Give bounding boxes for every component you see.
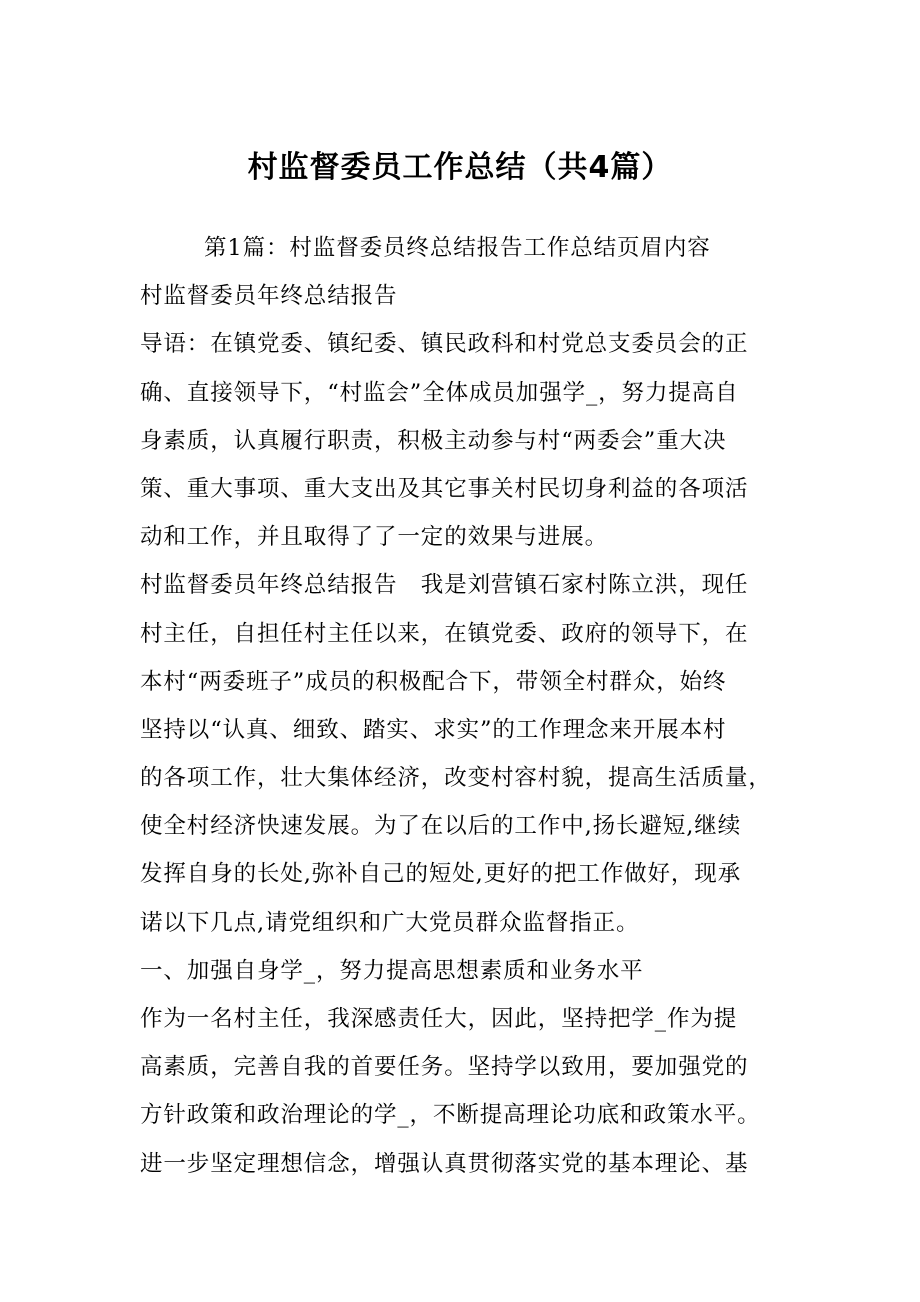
- document-title: 村监督委员工作总结（共4篇）: [247, 150, 673, 185]
- paragraph-line: 导语：在镇党委、镇纪委、镇民政科和村党总支委员会的正: [140, 331, 749, 358]
- paragraph-line: 村监督委员年终总结报告 我是刘营镇石家村陈立洪，现任: [140, 572, 749, 599]
- chapter-heading: 第1篇：村监督委员终总结报告工作总结页眉内容: [204, 235, 711, 261]
- paragraph-line: 方针政策和政治理论的学_，不断提高理论功底和政策水平。: [140, 1102, 761, 1129]
- paragraph-line: 使全村经济快速发展。为了在以后的工作中,扬长避短,继续: [140, 813, 742, 840]
- paragraph-line: 身素质，认真履行职责，积极主动参与村“两委会”重大决: [140, 427, 727, 454]
- paragraph-line: 诺以下几点,请党组织和广大党员群众监督指正。: [140, 909, 640, 936]
- paragraph-line: 动和工作，并且取得了了一定的效果与进展。: [140, 524, 609, 551]
- subsection-heading: 一、加强自身学_，努力提高思想素质和业务水平: [140, 957, 644, 984]
- paragraph-line: 作为一名村主任，我深感责任大，因此，坚持把学_作为提: [140, 1006, 738, 1032]
- paragraph-line: 策、重大事项、重大支出及其它事关村民切身利益的各项活: [140, 475, 749, 502]
- paragraph-line: 的各项工作，壮大集体经济，改变村容村貌，提高生活质量，: [140, 765, 772, 792]
- paragraph-line: 高素质，完善自我的首要任务。坚持学以致用，要加强党的: [140, 1054, 749, 1081]
- section-heading: 村监督委员年终总结报告: [140, 283, 398, 310]
- paragraph-line: 确、直接领导下，“村监会”全体成员加强学_，努力提高自: [140, 379, 739, 406]
- paragraph-line: 发挥自身的长处,弥补自己的短处,更好的把工作做好，现承: [140, 861, 742, 888]
- paragraph-line: 进一步坚定理想信念，增强认真贯彻落实党的基本理论、基: [140, 1150, 749, 1177]
- document-body: [140, 224, 790, 1188]
- paragraph-line: 本村“两委班子”成员的积极配合下，带领全村群众，始终: [140, 668, 727, 695]
- paragraph-line: 坚持以“认真、细致、踏实、求实”的工作理念来开展本村: [140, 716, 727, 743]
- paragraph-line: 村主任，自担任村主任以来，在镇党委、政府的领导下，在: [140, 620, 749, 647]
